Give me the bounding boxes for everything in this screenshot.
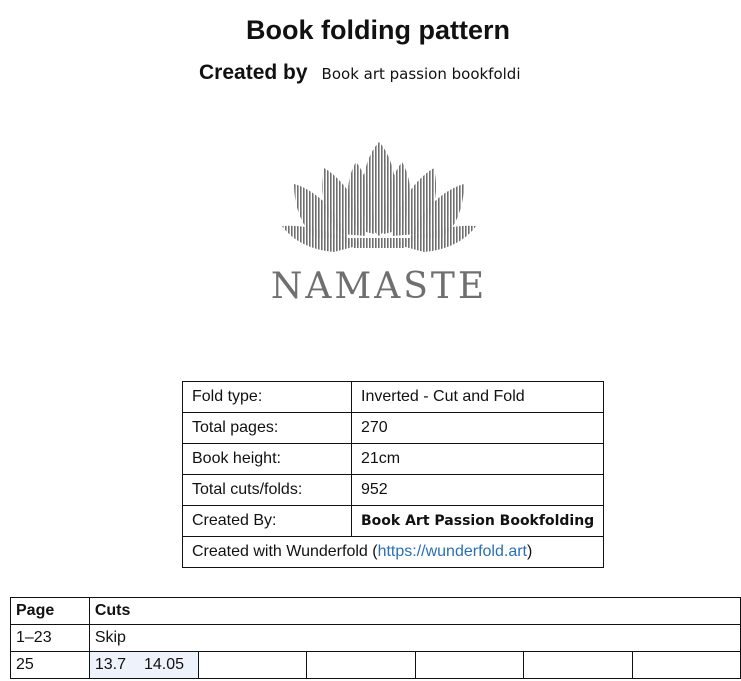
wunderfold-link[interactable]: https://wunderfold.art (377, 543, 527, 560)
cut-cell-empty (415, 652, 523, 679)
created-by-name: Book art passion bookfoldi (321, 65, 521, 83)
table-row (11, 625, 741, 652)
cuts-column-header: Cuts (89, 598, 740, 625)
lotus-flower-icon (264, 140, 494, 302)
row-page-cell: 25 (11, 652, 90, 679)
cut-cell-empty (632, 652, 740, 679)
credit-suffix: ) (527, 543, 533, 560)
row-skip-cell: Skip (89, 625, 740, 652)
info-created-by-label: Created By: (183, 506, 352, 537)
total-pages-label: Total pages: (183, 413, 352, 444)
cut-cell-empty (198, 652, 306, 679)
table-row (11, 652, 741, 679)
book-height-label: Book height: (183, 444, 352, 475)
artwork-text: NAMASTE (270, 266, 488, 302)
info-row-book-height (183, 444, 604, 475)
fold-type-value: Inverted - Cut and Fold (352, 382, 604, 413)
cuts-table-header (11, 598, 741, 625)
info-created-by-value: Book Art Passion Bookfolding (352, 506, 604, 537)
created-by-label: Created by (199, 61, 308, 84)
total-pages-value: 270 (352, 413, 604, 444)
created-by-row (199, 61, 521, 91)
pattern-info-table (182, 381, 604, 568)
book-height-value: 21cm (352, 444, 604, 475)
wunderfold-credit (183, 537, 604, 568)
info-row-footer (183, 537, 604, 568)
fold-type-label: Fold type: (183, 382, 352, 413)
total-cuts-value: 952 (352, 475, 604, 506)
info-row-fold-type (183, 382, 604, 413)
total-cuts-label: Total cuts/folds: (183, 475, 352, 506)
page-title: Book folding pattern (246, 15, 510, 45)
info-row-total-pages (183, 413, 604, 444)
cut-value: 13.7 (94, 656, 126, 673)
info-row-total-cuts (183, 475, 604, 506)
info-row-created-by (183, 506, 604, 537)
row-page-cell: 1–23 (11, 625, 90, 652)
page-column-header: Page (11, 598, 90, 625)
cut-value: 14.05 (143, 656, 185, 673)
cut-cell (89, 652, 198, 679)
cuts-table (10, 597, 741, 679)
cut-cell-empty (524, 652, 632, 679)
credit-prefix: Created with Wunderfold ( (192, 543, 378, 560)
cut-cell-empty (307, 652, 415, 679)
